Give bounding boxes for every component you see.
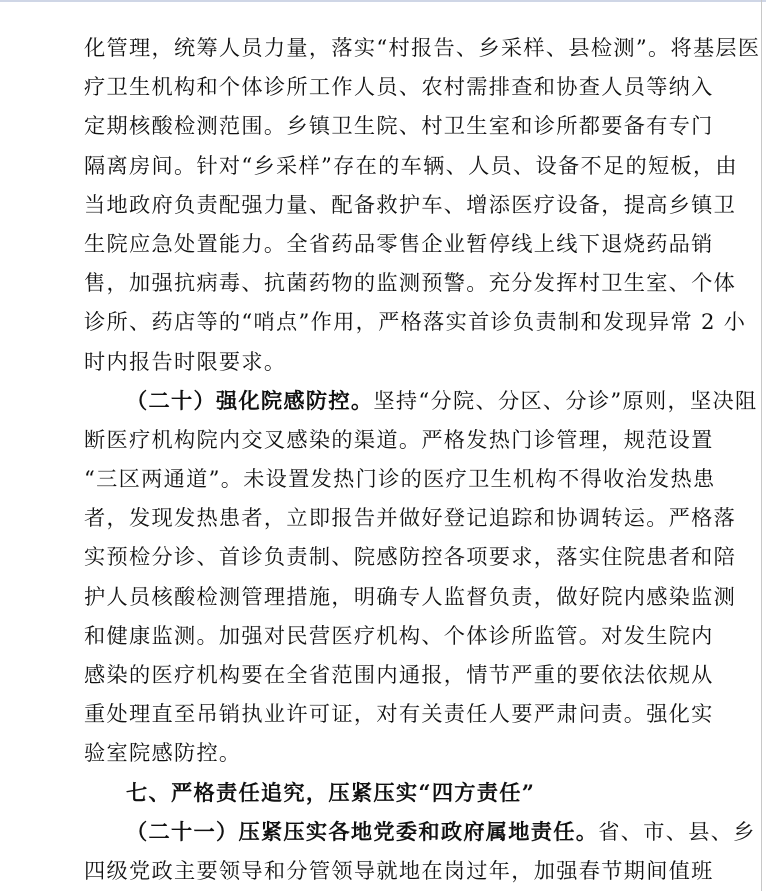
section-21-text: 省、市、县、乡 bbox=[598, 818, 756, 844]
text-line: 四级党政主要领导和分管领导就地在岗过年，加强春节期间值班 bbox=[84, 857, 714, 883]
document-page bbox=[84, 28, 761, 890]
text-line: 者，发现发热患者，立即报告并做好登记追踪和协调转运。严格落 bbox=[84, 505, 737, 531]
text-line: “三区两通道”。未设置发热门诊的医疗卫生机构不得收治发热患 bbox=[84, 466, 716, 492]
section-20-text: 坚持“分院、分区、分诊”原则，坚决阻 bbox=[373, 387, 758, 413]
text-line: 定期核酸检测范围。乡镇卫生院、村卫生室和诊所都要备有专门 bbox=[84, 113, 714, 139]
text-line: 售，加强抗病毒、抗菌药物的监测预警。充分发挥村卫生室、个体 bbox=[84, 270, 737, 296]
text-line: 疗卫生机构和个体诊所工作人员、农村需排查和协查人员等纳入 bbox=[84, 74, 714, 100]
section-7-heading: 七、严格责任追究，压紧压实“四方责任” bbox=[126, 779, 536, 805]
top-border bbox=[0, 0, 766, 2]
text-line: 重处理直至吊销执业许可证，对有关责任人要严肃问责。强化实 bbox=[84, 701, 714, 727]
text-line: 实预检分诊、首诊负责制、院感防控各项要求，落实住院患者和陪 bbox=[84, 544, 737, 570]
section-21-title: （二十一）压紧压实各地党委和政府属地责任。 bbox=[126, 818, 599, 844]
right-page-edge bbox=[761, 0, 762, 891]
text-line: 断医疗机构院内交叉感染的渠道。严格发热门诊管理，规范设置 bbox=[84, 426, 714, 452]
text-line: 隔离房间。针对“乡采样”存在的车辆、人员、设备不足的短板，由 bbox=[84, 152, 738, 178]
text-line: 和健康监测。加强对民营医疗机构、个体诊所监管。对发生院内 bbox=[84, 622, 714, 648]
text-line: 诊所、药店等的“哨点”作用，严格落实首诊负责制和发现异常 2 小 bbox=[84, 309, 747, 335]
section-20-first-line bbox=[84, 381, 758, 420]
section-20-title: （二十）强化院感防控。 bbox=[126, 387, 374, 413]
text-line: 生院应急处置能力。全省药品零售企业暂停线上线下退烧药品销 bbox=[84, 230, 714, 256]
section-21-first-line bbox=[84, 812, 756, 851]
text-line: 护人员核酸检测管理措施，明确专人监督负责，做好院内感染监测 bbox=[84, 583, 737, 609]
text-line: 时内报告时限要求。 bbox=[84, 348, 287, 374]
text-line: 验室院感防控。 bbox=[84, 740, 242, 766]
text-line: 化管理，统筹人员力量，落实“村报告、乡采样、县检测”。将基层医 bbox=[84, 35, 761, 60]
text-line: 当地政府负责配强力量、配备救护车、增添医疗设备，提高乡镇卫 bbox=[84, 191, 737, 217]
text-line: 感染的医疗机构要在全省范围内通报，情节严重的要依法依规从 bbox=[84, 662, 714, 687]
